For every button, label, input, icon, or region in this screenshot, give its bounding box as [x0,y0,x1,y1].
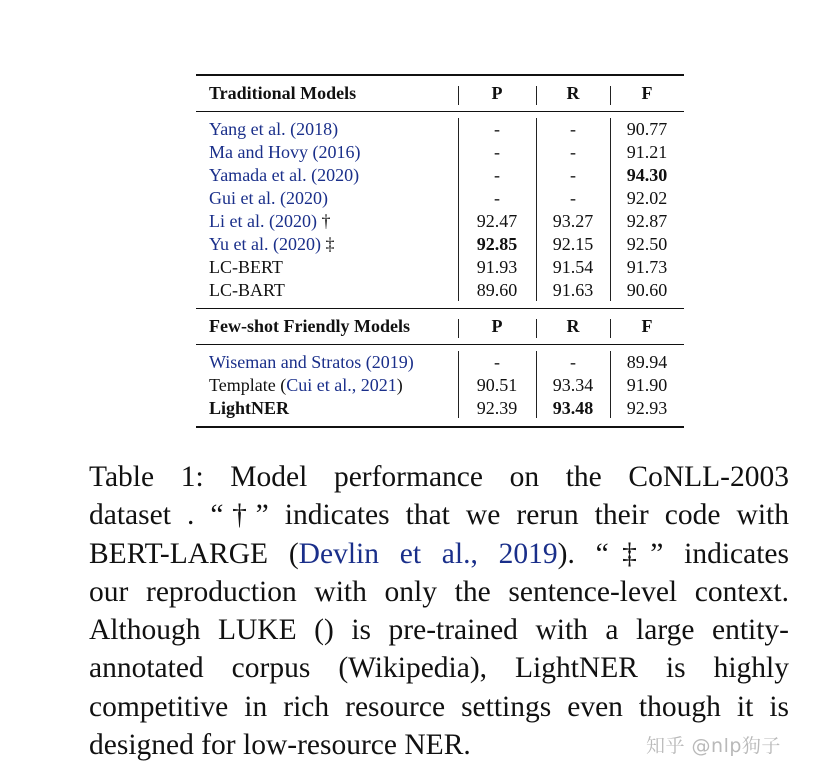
score-f: 90.60 [626,280,668,300]
model-label: LC-BERT [209,257,283,277]
score-p: 92.85 [476,234,518,254]
citation-link[interactable]: Yamada et al. (2020) [209,165,360,185]
divider [536,86,537,105]
model-name [209,210,330,233]
divider [458,319,459,338]
model-name [209,187,328,210]
score-p: - [494,165,500,185]
divider [458,351,459,418]
score-r: - [570,119,576,139]
caption-line: Table 1: Model performance on the CoNLL-2003 [89,461,789,493]
score-p: - [494,188,500,208]
score-f: 91.90 [626,375,668,395]
mid-rule [196,111,684,112]
divider [536,319,537,338]
score-p: - [494,119,500,139]
citation-link[interactable]: Li et al. (2020) [209,211,317,231]
score-p: 89.60 [476,280,518,300]
caption-line: annotated corpus (Wikipedia), LightNER is highly [89,652,789,685]
divider [458,118,459,301]
citation-link[interactable]: Wiseman and Stratos (2019) [209,352,414,372]
score-r: - [570,352,576,372]
caption-text: ). “‡” indicates [557,537,789,570]
divider [536,351,537,418]
score-r: 91.63 [552,280,594,300]
score-r: 92.15 [552,234,594,254]
score-f: 91.21 [626,142,668,162]
score-r: - [570,165,576,185]
header-models-label: Few-shot Friendly Models [209,316,410,336]
citation-link[interactable]: Cui et al., 2021 [286,375,397,395]
score-r: 93.34 [552,375,594,395]
header-r: R [566,316,580,336]
score-p: 92.47 [476,211,518,231]
score-f: 92.02 [626,188,668,208]
score-f: 89.94 [626,352,668,372]
caption-line: designed for low-resource NER. [89,729,471,762]
model-name [209,256,283,279]
caption-line: our reproduction with only the sentence-level context. [89,575,789,608]
score-f: 94.30 [626,165,668,185]
model-label: LightNER [209,398,290,418]
model-name [209,164,359,187]
citation-link[interactable]: Gui et al. (2020) [209,188,328,208]
caption-text: BERT-LARGE ( [89,537,299,570]
model-name [209,397,289,420]
score-r: 93.27 [552,211,594,231]
score-f: 92.87 [626,211,668,231]
score-f: 92.50 [626,234,668,254]
divider [610,86,611,105]
header-models-label: Traditional Models [209,83,357,103]
score-r: 93.48 [552,398,594,418]
caption-line: Although LUKE () is pre-trained with a large entity- [89,614,789,647]
caption-line [89,535,789,573]
model-name [209,118,338,141]
model-name [209,279,285,302]
caption-line: dataset . “†” indicates that we rerun their code with [89,499,789,532]
score-r: - [570,188,576,208]
model-name [209,233,334,256]
score-p: - [494,352,500,372]
score-p: 90.51 [476,375,518,395]
score-f: 90.77 [626,119,668,139]
header-f: F [641,83,653,103]
top-rule [196,74,684,76]
score-p: - [494,142,500,162]
watermark: 知乎 @nlp狗子 [646,735,781,757]
model-suffix: ) [396,375,403,395]
model-name [209,351,414,374]
citation-link[interactable]: Yang et al. (2018) [209,119,339,139]
model-suffix: ‡ [320,234,335,254]
bottom-rule [196,426,684,428]
score-r: 91.54 [552,257,594,277]
model-prefix: Template ( [209,375,287,395]
header-p: P [491,83,503,103]
table-caption [89,458,789,764]
citation-link[interactable]: Ma and Hovy (2016) [209,142,361,162]
divider [610,351,611,418]
score-f: 91.73 [626,257,668,277]
header-f: F [641,316,653,336]
divider [610,319,611,338]
score-p: 91.93 [476,257,518,277]
header-r: R [566,83,580,103]
model-label: LC-BART [209,280,285,300]
mid-rule [196,344,684,345]
model-suffix: † [316,211,331,231]
model-name [209,141,360,164]
model-name [209,374,403,397]
divider [458,86,459,105]
score-r: - [570,142,576,162]
section-rule [196,308,684,309]
score-f: 92.93 [626,398,668,418]
divider [610,118,611,301]
citation-link[interactable]: Yu et al. (2020) [209,234,321,254]
score-p: 92.39 [476,398,518,418]
divider [536,118,537,301]
header-p: P [491,316,503,336]
caption-line: competitive in rich resource settings even though it is [89,690,789,723]
citation-link[interactable]: Devlin et al., 2019 [298,537,558,570]
